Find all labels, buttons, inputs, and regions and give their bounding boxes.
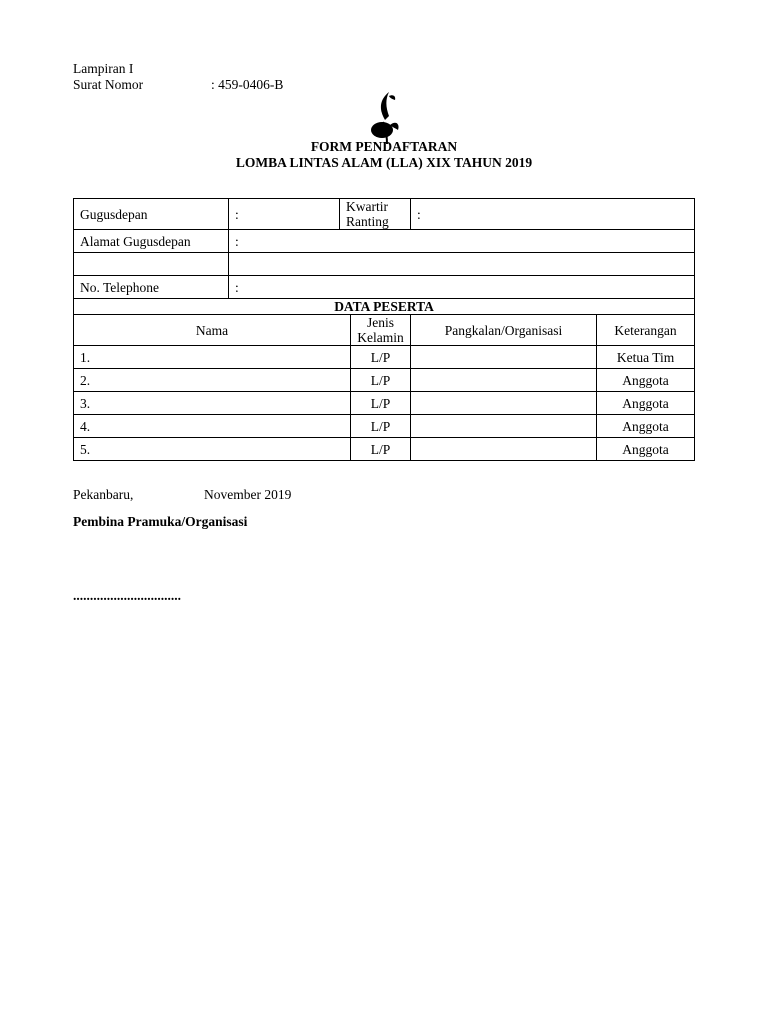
alamat-row bbox=[74, 230, 695, 253]
participants-header-row bbox=[74, 315, 695, 346]
participant-gender-cell[interactable]: L/P bbox=[351, 438, 411, 461]
telephone-field[interactable]: : bbox=[229, 276, 695, 299]
participant-pangkalan-cell[interactable] bbox=[411, 415, 597, 438]
signing-place: Pekanbaru, bbox=[73, 487, 134, 502]
alamat-continuation-field[interactable] bbox=[229, 253, 695, 276]
registration-form-table bbox=[73, 198, 695, 461]
col-header-pangkalan: Pangkalan/Organisasi bbox=[411, 315, 597, 346]
letter-number-label: Surat Nomor bbox=[73, 77, 144, 92]
participant-name-cell[interactable]: 1. bbox=[74, 346, 351, 369]
participant-pangkalan-cell[interactable] bbox=[411, 346, 597, 369]
col-header-jenis-kelamin bbox=[351, 315, 411, 346]
participant-name-cell[interactable]: 4. bbox=[74, 415, 351, 438]
table-row bbox=[74, 392, 695, 415]
empty-label-cell bbox=[74, 253, 229, 276]
alamat-label: Alamat Gugusdepan bbox=[74, 230, 229, 253]
telephone-label: No. Telephone bbox=[74, 276, 229, 299]
participant-name-cell[interactable]: 3. bbox=[74, 392, 351, 415]
alamat-continuation-row bbox=[74, 253, 695, 276]
participant-name-cell[interactable]: 5. bbox=[74, 438, 351, 461]
letter-number-value: : 459-0406-B bbox=[211, 77, 284, 92]
scout-tunas-kelapa-icon bbox=[365, 90, 405, 146]
participant-pangkalan-cell[interactable] bbox=[411, 369, 597, 392]
col-header-keterangan: Keterangan bbox=[597, 315, 695, 346]
signing-date: November 2019 bbox=[204, 487, 292, 502]
gugusdepan-label: Gugusdepan bbox=[74, 199, 229, 230]
table-row bbox=[74, 369, 695, 392]
kwartir-field[interactable]: : bbox=[411, 199, 695, 230]
participant-name-cell[interactable]: 2. bbox=[74, 369, 351, 392]
kwartir-label: Kwartir Ranting bbox=[340, 199, 411, 230]
data-peserta-heading: DATA PESERTA bbox=[74, 299, 695, 315]
col-header-jenis: Jenis bbox=[367, 315, 394, 330]
attachment-label: Lampiran I bbox=[73, 61, 134, 76]
participant-gender-cell[interactable]: L/P bbox=[351, 415, 411, 438]
participant-keterangan-cell: Ketua Tim bbox=[597, 346, 695, 369]
participant-keterangan-cell: Anggota bbox=[597, 415, 695, 438]
participant-keterangan-cell: Anggota bbox=[597, 438, 695, 461]
alamat-field[interactable]: : bbox=[229, 230, 695, 253]
participant-pangkalan-cell[interactable] bbox=[411, 438, 597, 461]
participant-keterangan-cell: Anggota bbox=[597, 369, 695, 392]
table-row bbox=[74, 346, 695, 369]
form-title: FORM PENDAFTARAN bbox=[310, 139, 458, 154]
table-row bbox=[74, 415, 695, 438]
signature-line: ................................ bbox=[73, 588, 181, 603]
col-header-nama: Nama bbox=[74, 315, 351, 346]
table-row bbox=[74, 438, 695, 461]
col-header-kelamin: Kelamin bbox=[357, 330, 404, 345]
gugusdepan-row bbox=[74, 199, 695, 230]
signer-title: Pembina Pramuka/Organisasi bbox=[73, 514, 248, 529]
data-peserta-row bbox=[74, 299, 695, 315]
participant-gender-cell[interactable]: L/P bbox=[351, 392, 411, 415]
participant-gender-cell[interactable]: L/P bbox=[351, 346, 411, 369]
participant-pangkalan-cell[interactable] bbox=[411, 392, 597, 415]
participant-keterangan-cell: Anggota bbox=[597, 392, 695, 415]
form-subtitle: LOMBA LINTAS ALAM (LLA) XIX TAHUN 2019 bbox=[235, 155, 533, 170]
gugusdepan-field[interactable]: : bbox=[229, 199, 340, 230]
telephone-row bbox=[74, 276, 695, 299]
participant-gender-cell[interactable]: L/P bbox=[351, 369, 411, 392]
